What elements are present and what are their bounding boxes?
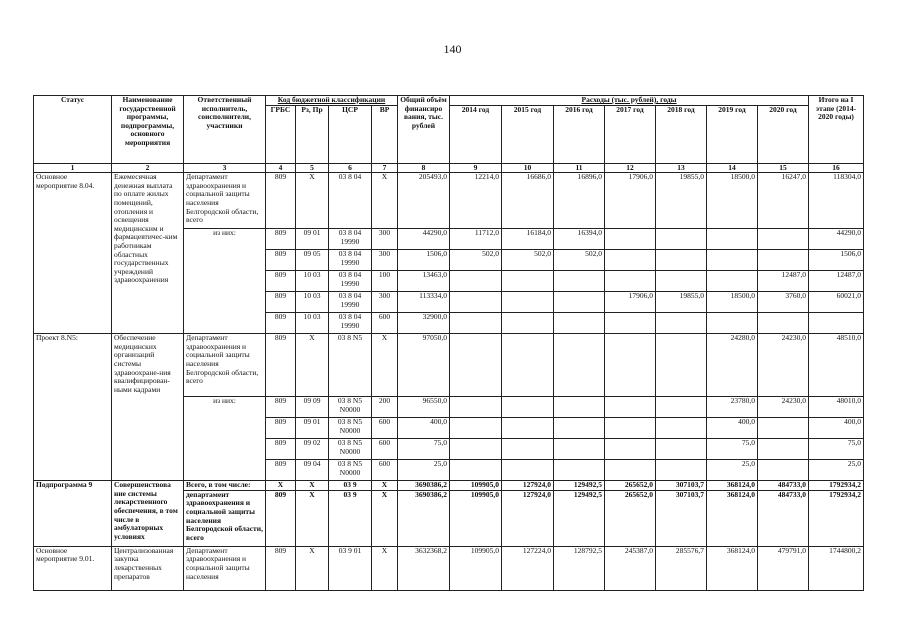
year-2016-cell: 502,0 [554, 250, 605, 271]
status-cell: Основное мероприятие 9.01. [34, 546, 112, 590]
total-volume-cell: 97050,0 [398, 334, 450, 397]
grbs-cell: 809 [266, 313, 296, 334]
total-volume-cell: 3632368,2 [398, 546, 450, 590]
year-2019-cell: 18500,0 [707, 292, 758, 313]
total-volume-cell: 205493,0 [398, 173, 450, 229]
responsible-total-cell: Всего, в том числе: [184, 481, 266, 491]
col-number: 11 [554, 163, 605, 173]
year-2020-cell: 16247,0 [758, 173, 809, 229]
col-number: 4 [266, 163, 296, 173]
year-2019-cell: 18500,0 [707, 173, 758, 229]
csr-cell: 03 9 [329, 481, 372, 491]
name-cell: Централизованная закупка лекарственных препаратов [112, 546, 184, 590]
year-2020-cell [758, 313, 809, 334]
year-2014-cell [450, 418, 502, 439]
year-2018-cell: 19855,0 [656, 292, 707, 313]
col-number: 3 [184, 163, 266, 173]
vr-cell: X [372, 334, 398, 397]
year-2018-cell [656, 460, 707, 481]
total-volume-cell: 96550,0 [398, 397, 450, 418]
total-stage-cell: 12487,0 [809, 271, 864, 292]
responsible-cell: Департамент здравоохранения и социальной защиты населения Белгородской области, всего [184, 173, 266, 229]
year-2017-cell [605, 229, 656, 250]
total-volume-cell: 1506,0 [398, 250, 450, 271]
year-2016-cell [554, 313, 605, 334]
name-cell: Обеспечение медицинских организаций системы здравоохране-ния квалифицирован-ными кадрами [112, 334, 184, 481]
rzpr-cell: 09 01 [296, 229, 329, 250]
grbs-cell: X [266, 481, 296, 491]
total-stage-cell: 48010,0 [809, 397, 864, 418]
header-expenses: Расходы (тыс. рублей), годы [450, 96, 809, 106]
year-2017-cell [605, 334, 656, 397]
year-2017-cell [605, 397, 656, 418]
csr-cell: 03 8 N5 N0000 [329, 418, 372, 439]
year-2014-cell: 109905,0 [450, 481, 502, 491]
total-volume-cell: 25,0 [398, 460, 450, 481]
year-2019-cell: 368124,0 [707, 490, 758, 546]
grbs-cell: 809 [266, 546, 296, 590]
total-stage-cell: 25,0 [809, 460, 864, 481]
header-status: Статус [34, 96, 112, 164]
header-name: Наименование государственной программы, подпрограммы, основного мероприятия [112, 96, 184, 164]
year-2017-cell [605, 250, 656, 271]
year-2020-cell [758, 250, 809, 271]
table-row [34, 334, 864, 397]
grbs-cell: 809 [266, 460, 296, 481]
col-number: 14 [707, 163, 758, 173]
csr-cell: 03 8 N5 N0000 [329, 397, 372, 418]
year-2015-cell: 127224,0 [502, 546, 554, 590]
year-2018-cell: 307103,7 [656, 481, 707, 491]
header-rzpr: Рз, Пр [296, 105, 329, 163]
year-2016-cell [554, 418, 605, 439]
header-year-2018: 2018 год [656, 105, 707, 163]
total-volume-cell: 75,0 [398, 439, 450, 460]
year-2015-cell: 16686,0 [502, 173, 554, 229]
year-2017-cell [605, 313, 656, 334]
col-number: 7 [372, 163, 398, 173]
responsible-cell: Департамент здравоохранения и социальной защиты населения Белгородской области, всего [184, 334, 266, 397]
grbs-cell: 809 [266, 250, 296, 271]
year-2015-cell: 16184,0 [502, 229, 554, 250]
csr-cell: 03 8 04 [329, 173, 372, 229]
year-2020-cell: 12487,0 [758, 271, 809, 292]
year-2018-cell: 307103,7 [656, 490, 707, 546]
year-2019-cell: 368124,0 [707, 481, 758, 491]
year-2014-cell [450, 460, 502, 481]
header-budget-code: Код бюджетной классификации [266, 96, 398, 106]
total-stage-cell: 1506,0 [809, 250, 864, 271]
year-2018-cell: 19855,0 [656, 173, 707, 229]
year-2018-cell [656, 250, 707, 271]
csr-cell: 03 9 [329, 490, 372, 546]
vr-cell: 600 [372, 418, 398, 439]
responsible-cell: Департамент здравоохранения и социальной защиты населения [184, 546, 266, 590]
col-number: 2 [112, 163, 184, 173]
total-volume-cell: 113334,0 [398, 292, 450, 313]
col-number: 15 [758, 163, 809, 173]
year-2017-cell [605, 418, 656, 439]
header-responsible: Ответственный исполнитель, соисполнители, участники [184, 96, 266, 164]
year-2020-cell: 24230,0 [758, 397, 809, 418]
vr-cell: 600 [372, 460, 398, 481]
year-2018-cell: 285576,7 [656, 546, 707, 590]
csr-cell: 03 8 N5 N0000 [329, 439, 372, 460]
grbs-cell: 809 [266, 271, 296, 292]
year-2014-cell [450, 397, 502, 418]
year-2016-cell [554, 460, 605, 481]
rzpr-cell: 09 04 [296, 460, 329, 481]
grbs-cell: 809 [266, 439, 296, 460]
header-year-2019: 2019 год [707, 105, 758, 163]
name-cell: Ежемесячная денежная выплата по оплате жилых помещений, отопления и освещения медицинским и фармацевтичес-ким работникам областных государственных учреждений здравоохранения [112, 173, 184, 334]
grbs-cell: 809 [266, 418, 296, 439]
csr-cell: 03 8 04 19990 [329, 250, 372, 271]
csr-cell: 03 9 01 [329, 546, 372, 590]
year-2015-cell [502, 418, 554, 439]
year-2016-cell: 129492,5 [554, 481, 605, 491]
rzpr-cell: 10 03 [296, 271, 329, 292]
page-number: 140 [443, 42, 462, 56]
including-label: из них: [184, 229, 266, 334]
total-stage-cell: 1744800,2 [809, 546, 864, 590]
table-header [34, 96, 864, 173]
year-2019-cell [707, 271, 758, 292]
year-2014-cell: 11712,0 [450, 229, 502, 250]
year-2016-cell [554, 439, 605, 460]
grbs-cell: 809 [266, 173, 296, 229]
csr-cell: 03 8 N5 [329, 334, 372, 397]
year-2014-cell [450, 313, 502, 334]
rzpr-cell: 10 03 [296, 313, 329, 334]
total-volume-cell: 13463,0 [398, 271, 450, 292]
year-2016-cell [554, 334, 605, 397]
total-stage-cell: 1792934,2 [809, 481, 864, 491]
year-2020-cell: 3760,0 [758, 292, 809, 313]
vr-cell: X [372, 481, 398, 491]
header-grbs: ГРБС [266, 105, 296, 163]
header-year-2014: 2014 год [450, 105, 502, 163]
vr-cell: 100 [372, 271, 398, 292]
year-2016-cell [554, 397, 605, 418]
csr-cell: 03 8 04 19990 [329, 229, 372, 250]
year-2015-cell [502, 334, 554, 397]
col-number: 16 [809, 163, 864, 173]
year-2017-cell: 17906,0 [605, 173, 656, 229]
rzpr-cell: X [296, 481, 329, 491]
year-2017-cell [605, 460, 656, 481]
col-number: 5 [296, 163, 329, 173]
grbs-cell: 809 [266, 490, 296, 546]
col-number: 12 [605, 163, 656, 173]
budget-table [33, 95, 864, 591]
year-2019-cell: 25,0 [707, 460, 758, 481]
rzpr-cell: 09 05 [296, 250, 329, 271]
year-2018-cell [656, 313, 707, 334]
rzpr-cell: X [296, 546, 329, 590]
year-2014-cell [450, 334, 502, 397]
year-2016-cell [554, 271, 605, 292]
csr-cell: 03 8 04 19990 [329, 313, 372, 334]
header-total-stage: Итого на I этапе (2014-2020 годы) [809, 96, 864, 164]
year-2015-cell [502, 397, 554, 418]
year-2020-cell: 484733,0 [758, 481, 809, 491]
vr-cell: X [372, 490, 398, 546]
rzpr-cell: X [296, 334, 329, 397]
year-2018-cell [656, 334, 707, 397]
total-stage-cell: 44290,0 [809, 229, 864, 250]
year-2017-cell: 265652,0 [605, 490, 656, 546]
year-2020-cell [758, 439, 809, 460]
year-2015-cell [502, 271, 554, 292]
year-2015-cell: 502,0 [502, 250, 554, 271]
status-cell: Проект 8.N5: [34, 334, 112, 481]
year-2019-cell: 23780,0 [707, 397, 758, 418]
grbs-cell: 809 [266, 397, 296, 418]
vr-cell: 200 [372, 397, 398, 418]
year-2016-cell: 128792,5 [554, 546, 605, 590]
vr-cell: X [372, 546, 398, 590]
year-2020-cell: 24230,0 [758, 334, 809, 397]
column-number-row [34, 163, 864, 173]
vr-cell: 300 [372, 250, 398, 271]
year-2014-cell: 109905,0 [450, 490, 502, 546]
year-2017-cell [605, 439, 656, 460]
vr-cell: 600 [372, 313, 398, 334]
vr-cell: 600 [372, 439, 398, 460]
col-number: 10 [502, 163, 554, 173]
total-volume-cell: 32900,0 [398, 313, 450, 334]
total-stage-cell: 48510,0 [809, 334, 864, 397]
year-2016-cell: 129492,5 [554, 490, 605, 546]
grbs-cell: 809 [266, 229, 296, 250]
header-vr: ВР [372, 105, 398, 163]
year-2019-cell: 75,0 [707, 439, 758, 460]
year-2016-cell: 16896,0 [554, 173, 605, 229]
year-2020-cell: 479791,0 [758, 546, 809, 590]
total-volume-cell: 3690386,2 [398, 481, 450, 491]
vr-cell: 300 [372, 292, 398, 313]
year-2015-cell [502, 460, 554, 481]
total-volume-cell: 400,0 [398, 418, 450, 439]
table-row [34, 546, 864, 590]
year-2014-cell: 502,0 [450, 250, 502, 271]
total-stage-cell: 1792934,2 [809, 490, 864, 546]
year-2017-cell [605, 271, 656, 292]
grbs-cell: 809 [266, 292, 296, 313]
year-2015-cell [502, 313, 554, 334]
col-number: 1 [34, 163, 112, 173]
total-stage-cell [809, 313, 864, 334]
rzpr-cell: 09 01 [296, 418, 329, 439]
including-label: из них: [184, 397, 266, 481]
rzpr-cell: 09 09 [296, 397, 329, 418]
rzpr-cell: X [296, 490, 329, 546]
year-2020-cell [758, 418, 809, 439]
year-2017-cell: 245387,0 [605, 546, 656, 590]
csr-cell: 03 8 N5 N0000 [329, 460, 372, 481]
year-2018-cell [656, 439, 707, 460]
rzpr-cell: 09 02 [296, 439, 329, 460]
col-number: 9 [450, 163, 502, 173]
col-number: 8 [398, 163, 450, 173]
total-stage-cell: 400,0 [809, 418, 864, 439]
year-2019-cell [707, 313, 758, 334]
year-2019-cell [707, 229, 758, 250]
year-2014-cell [450, 271, 502, 292]
year-2015-cell: 127924,0 [502, 490, 554, 546]
status-cell: Основное мероприятие 8.04. [34, 173, 112, 334]
year-2016-cell [554, 292, 605, 313]
year-2019-cell: 400,0 [707, 418, 758, 439]
total-volume-cell: 44290,0 [398, 229, 450, 250]
status-cell: Подпрограмма 9 [34, 481, 112, 547]
year-2015-cell [502, 439, 554, 460]
year-2014-cell: 109905,0 [450, 546, 502, 590]
year-2016-cell: 16394,0 [554, 229, 605, 250]
table-row [34, 173, 864, 229]
year-2020-cell: 484733,0 [758, 490, 809, 546]
year-2014-cell [450, 439, 502, 460]
year-2019-cell: 368124,0 [707, 546, 758, 590]
year-2018-cell [656, 271, 707, 292]
year-2014-cell [450, 292, 502, 313]
rzpr-cell: X [296, 173, 329, 229]
rzpr-cell: 10 03 [296, 292, 329, 313]
total-stage-cell: 60021,0 [809, 292, 864, 313]
total-stage-cell: 75,0 [809, 439, 864, 460]
vr-cell: X [372, 173, 398, 229]
grbs-cell: 809 [266, 334, 296, 397]
year-2018-cell [656, 418, 707, 439]
table-row [34, 481, 864, 491]
header-year-2020: 2020 год [758, 105, 809, 163]
csr-cell: 03 8 04 19990 [329, 271, 372, 292]
vr-cell: 300 [372, 229, 398, 250]
year-2019-cell [707, 250, 758, 271]
responsible-cell: департамент здравоохранения и социальной защиты населения Белгородской области, всего [184, 490, 266, 546]
year-2018-cell [656, 397, 707, 418]
year-2017-cell: 265652,0 [605, 481, 656, 491]
col-number: 6 [329, 163, 372, 173]
col-number: 13 [656, 163, 707, 173]
year-2014-cell: 12214,0 [450, 173, 502, 229]
year-2020-cell [758, 229, 809, 250]
total-volume-cell: 3690386,2 [398, 490, 450, 546]
year-2019-cell: 24280,0 [707, 334, 758, 397]
header-total-volume: Общий объём финансиро вания, тыс. рублей [398, 96, 450, 164]
header-year-2015: 2015 год [502, 105, 554, 163]
csr-cell: 03 8 04 19990 [329, 292, 372, 313]
header-csr: ЦСР [329, 105, 372, 163]
year-2015-cell: 127924,0 [502, 481, 554, 491]
year-2017-cell: 17906,0 [605, 292, 656, 313]
header-year-2016: 2016 год [554, 105, 605, 163]
year-2015-cell [502, 292, 554, 313]
total-stage-cell: 118304,0 [809, 173, 864, 229]
year-2018-cell [656, 229, 707, 250]
header-year-2017: 2017 год [605, 105, 656, 163]
name-cell: Совершенствова ние системы лекарственного обеспечения, в том числе в амбулаторных условиях [112, 481, 184, 547]
year-2020-cell [758, 460, 809, 481]
